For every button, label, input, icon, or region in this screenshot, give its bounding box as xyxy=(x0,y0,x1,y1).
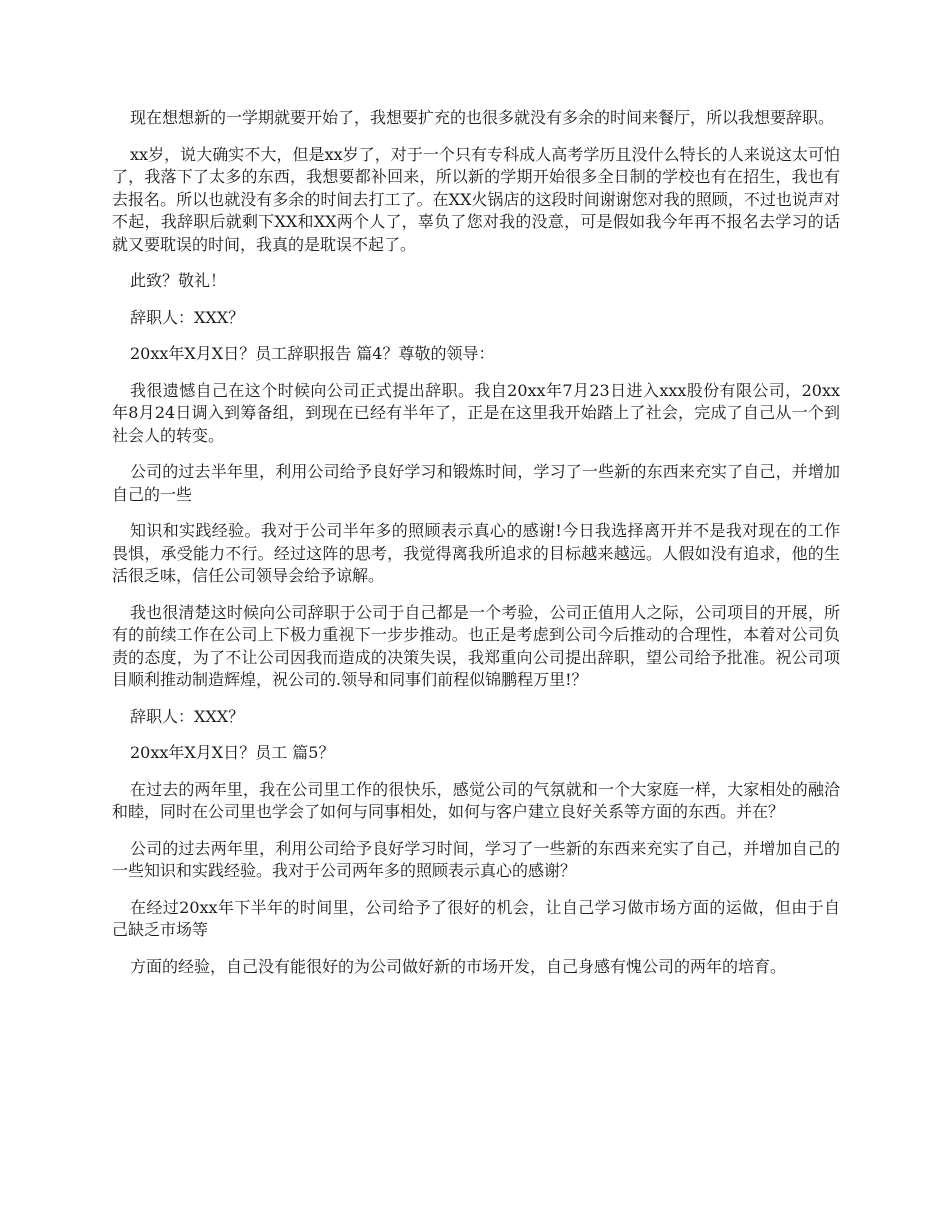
paragraph-14: 在经过20xx年下半年的时间里，公司给予了很好的机会，让自己学习做市场方面的运做，但由于自己缺乏市场等 xyxy=(112,897,840,939)
document-body xyxy=(112,107,840,992)
paragraph-closing: 此致？敬礼！ xyxy=(130,271,227,290)
paragraph-signature-2: 辞职人：XXX？ xyxy=(130,706,245,726)
paragraph-13: 公司的过去两年里，利用公司给予良好学习时间，学习了一些新的东西来充实了自己，并增加自己的一些知识和实践经验。我对于公司两年多的照顾表示真心的感谢？ xyxy=(112,838,840,880)
paragraph-7: 公司的过去半年里，利用公司给予良好学习和锻炼时间，学习了一些新的东西来充实了自己，并增加自己的一些 xyxy=(112,462,840,504)
paragraph-date-heading-2: 20xx年X月X日？员工 篇5？ xyxy=(130,743,335,762)
paragraph-12: 在过去的两年里，我在公司里工作的很快乐，感觉公司的气氛就和一个大家庭一样，大家相处的融洽和睦，同时在公司里也学会了如何与同事相处，如何与客户建立良好关系等方面的东西。并在？ xyxy=(112,779,840,821)
paragraph-2: xx岁，说大确实不大，但是xx岁了，对于一个只有专科成人高考学历且没什么特长的人来说这太可怕了，我落下了太多的东西，我想要都补回来，所以新的学期开始很多全日制的学校也有在招生，我也有去报名。所以也就没有多余的时间去打工了。在XX火锅店的这段时间谢谢您对我的照顾，不过也说声对不起，我辞职后就剩下XX和XX两个人了，辜负了您对我的没意，可是假如我今年再不报名去学习的话就又要耽误的时间，我真的是耽误不起了。 xyxy=(112,144,840,254)
paragraph-15: 方面的经验，自己没有能很好的为公司做好新的市场开发，自己身感有愧公司的两年的培育。 xyxy=(130,956,787,976)
paragraph-date-heading: 20xx年X月X日？员工辞职报告 篇4？尊敬的领导： xyxy=(130,344,495,363)
paragraph-1: 现在想想新的一学期就要开始了，我想要扩充的也很多就没有多余的时间来餐厅，所以我想要辞职。 xyxy=(130,108,835,127)
paragraph-signature: 辞职人：XXX？ xyxy=(130,307,245,327)
paragraph-8: 知识和实践经验。我对于公司半年多的照顾表示真心的感谢!今日我选择离开并不是我对现在的工作畏惧，承受能力不行。经过这阵的思考，我觉得离我所追求的目标越来越远。人假如没有追求，他的生活很乏味，信任公司领导会给予谅解。 xyxy=(112,521,840,585)
paragraph-9: 我也很清楚这时候向公司辞职于公司于自己都是一个考验，公司正值用人之际，公司项目的开展，所有的前续工作在公司上下极力重视下一步步推动。也正是考虑到公司今后推动的合理性，本着对公司负责的态度，为了不让公司因我而造成的决策失误，我郑重向公司提出辞职，望公司给予批准。祝公司项目顺利推动制造辉煌，祝公司的.领导和同事们前程似锦鹏程万里!？ xyxy=(112,602,840,689)
paragraph-6: 我很遗憾自己在这个时候向公司正式提出辞职。我自20xx年7月23日进入xxx股份有限公司，20xx年8月24日调入到筹备组，到现在已经有半年了，正是在这里我开始踏上了社会，完成了自己从一个到社会人的转变。 xyxy=(112,380,840,445)
